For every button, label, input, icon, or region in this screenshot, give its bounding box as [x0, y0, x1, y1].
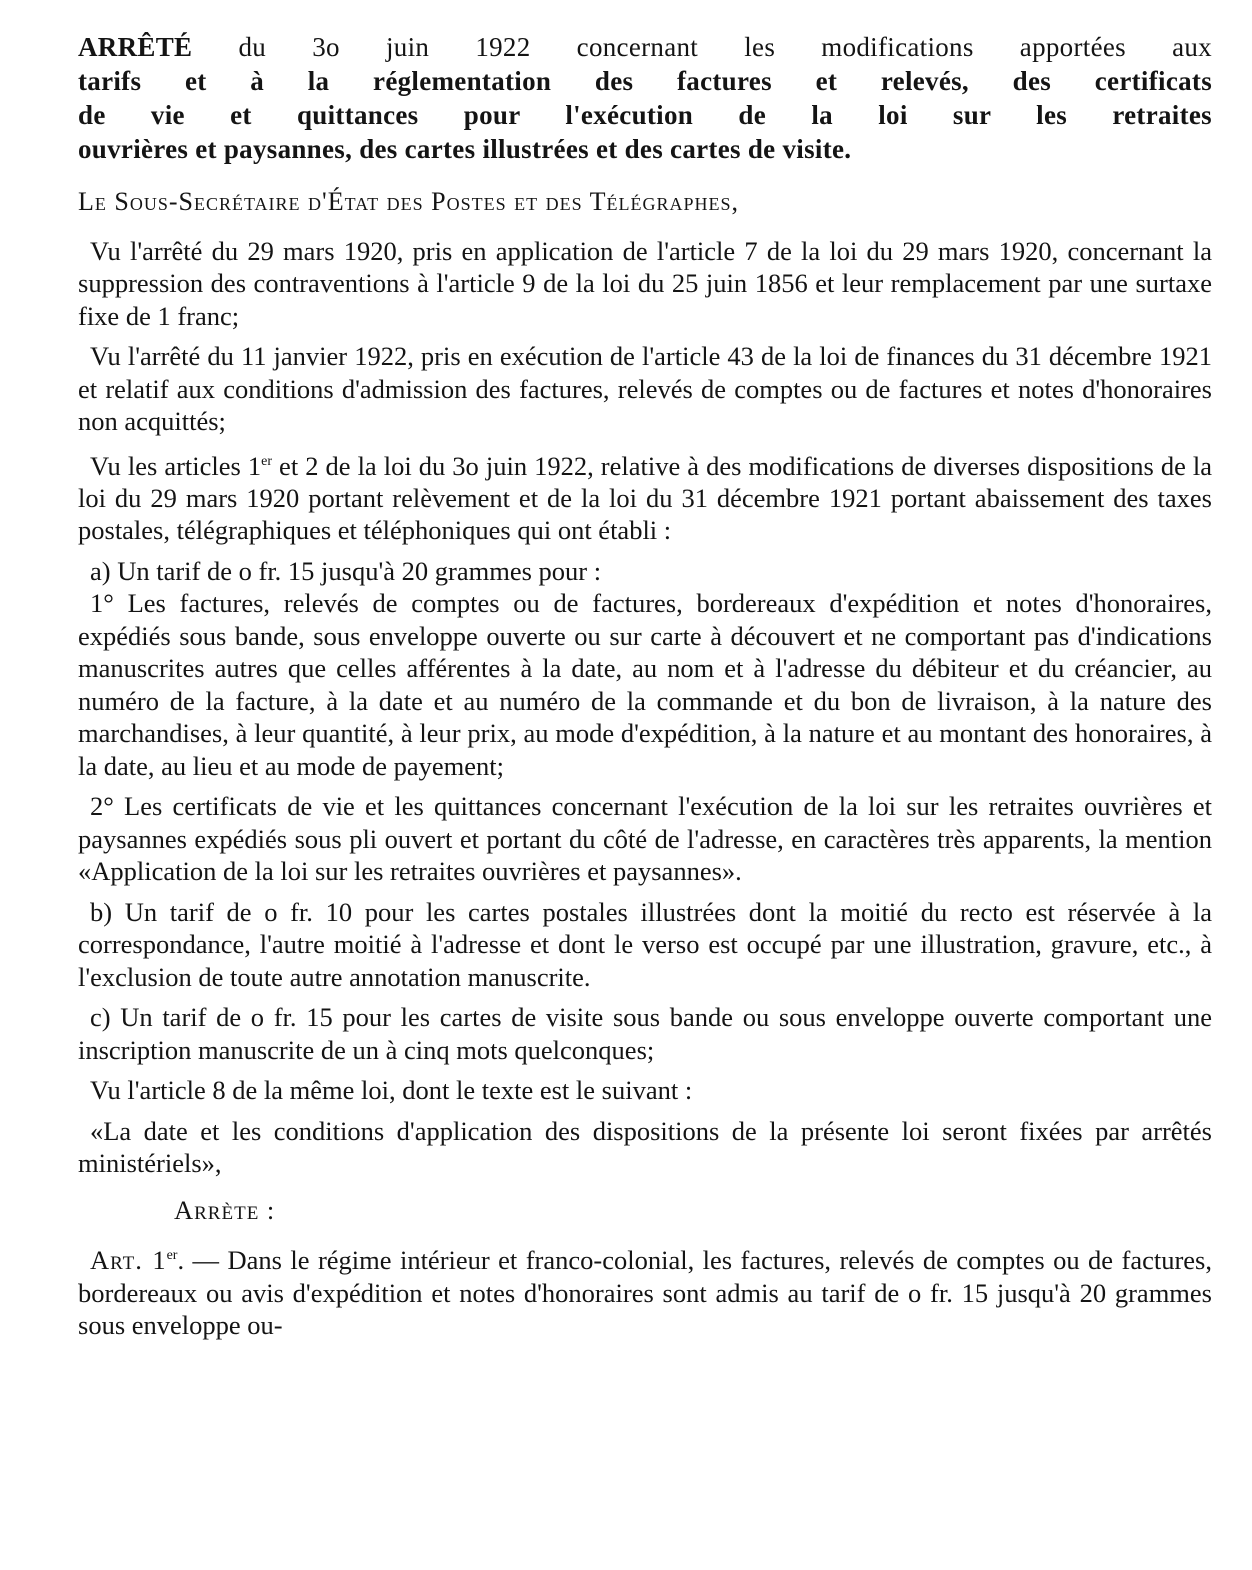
visa-3-part-a: Vu les articles 1 [90, 450, 262, 481]
title-line-4: ouvrières et paysannes, des cartes illustrées et des cartes de visite. [78, 134, 852, 164]
paragraph-visa-article-8: Vu l'article 8 de la même loi, dont le texte est le suivant : [90, 1075, 693, 1106]
title-line-2: tarifs et à la réglementation des factures et relevés, des certificats [78, 66, 1212, 96]
decree-title [78, 30, 1212, 166]
paragraph-item-1: 1° Les factures, relevés de comptes ou de factures, bordereaux d'expédition et notes d'honoraires, expédiés sous bande, sous enveloppe ouverte ou sur carte à découvert et ne comportant pas d'indications manuscrites autres que celles afférentes à la date, au nom et à l'adresse du débiteur et du créancier, au numéro de la facture, à la date et au numéro de la commande et du bon de livraison, à la nature des marchandises, à leur quantité, à leur prix, au mode d'expédition, à la nature et au montant des honoraires, à la date, au lieu et au mode de payement; [78, 588, 1212, 781]
article-1-text: . — Dans le régime intérieur et franco-colonial, les factures, relevés de comptes ou de factures, bordereaux ou avis d'expédition et notes d'honoraires sont admis au tarif de o fr. 15 jusqu'à 20 grammes sous enveloppe ou- [78, 1245, 1212, 1341]
article-1 [78, 1240, 1212, 1341]
paragraph-quote: «La date et les conditions d'application des dispositions de la présente loi seront fixées par arrêtés ministériels», [78, 1115, 1212, 1179]
title-line-1 [78, 30, 1212, 64]
paragraph-tariff-b: b) Un tarif de o fr. 10 pour les cartes postales illustrées dont la moitié du recto est réservée à la correspondance, l'autre moitié à l'adresse et dont le verso est occupé par une illustration, gravure, etc., à l'exclusion de toute autre annotation manuscrite. [78, 896, 1212, 992]
paragraph-visa-3 [78, 446, 1212, 547]
visa-3-part-b: et 2 de la loi du 3o juin 1922, relative à des modifications de diverses dispositions de la loi du 29 mars 1920 portant relèvement et de la loi du 31 décembre 1921 portant abaissement des taxes postales, télégraphiques et téléphoniques qui ont établi : [78, 450, 1212, 546]
article-1-superscript: er [166, 1248, 178, 1264]
visa-3-superscript: er [261, 453, 273, 469]
article-1-label: Art. 1 [90, 1245, 167, 1276]
title-line-1-text: du 3o juin 1922 concernant les modifications apportées aux [192, 32, 1212, 62]
title-line-3: de vie et quittances pour l'exécution de la loi sur les retraites [78, 100, 1212, 130]
arrete-label: Arrète : [174, 1194, 276, 1225]
paragraph-visa-1: Vu l'arrêté du 29 mars 1920, pris en application de l'article 7 de la loi du 29 mars 1920, concernant la suppression des contraventions à l'article 9 de la loi du 25 juin 1856 et leur remplacement par une surtaxe fixe de 1 franc; [78, 235, 1212, 331]
paragraph-visa-2: Vu l'arrêté du 11 janvier 1922, pris en exécution de l'article 43 de la loi de finances du 31 décembre 1921 et relatif aux conditions d'admission des factures, relevés de comptes ou de factures et notes d'honoraires non acquittés; [78, 341, 1212, 436]
paragraph-tariff-a: a) Un tarif de o fr. 15 jusqu'à 20 grammes pour : [90, 555, 602, 586]
paragraph-item-2: 2° Les certificats de vie et les quittances concernant l'exécution de la loi sur les retraites ouvrières et paysannes expédiés sous pli ouvert et portant du côté de l'adresse, en caractères très apparents, la mention «Application de la loi sur les retraites ouvrières et paysannes». [78, 791, 1212, 887]
paragraph-tariff-c: c) Un tarif de o fr. 15 pour les cartes de visite sous bande ou sous enveloppe ouverte comportant une inscription manuscrite de un à cinq mots quelconques; [78, 1002, 1212, 1065]
issuer-heading: Le Sous-Secrétaire d'État des Postes et des Télégraphes, [78, 187, 740, 216]
title-keyword: ARRÊTÉ [78, 32, 193, 62]
